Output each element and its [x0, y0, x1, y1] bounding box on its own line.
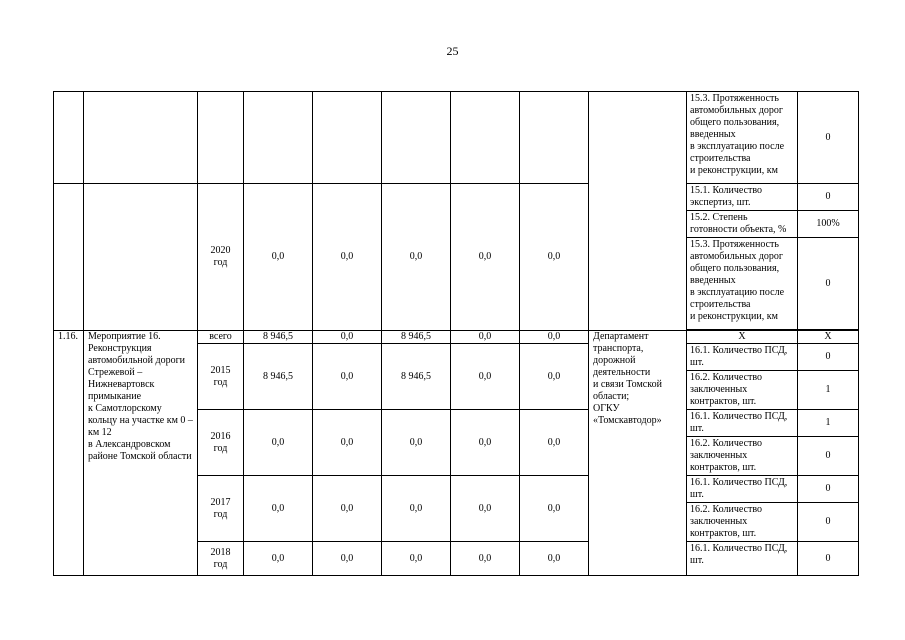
finance-cell: 0,0	[244, 542, 313, 576]
value-cell: 100%	[798, 211, 859, 238]
indicator-cell: 16.2. Количество заключенных контрактов, шт.	[687, 437, 798, 476]
finance-cell: 0,0	[451, 344, 520, 410]
item-number: 1.16.	[54, 331, 84, 576]
indicator-cell: 16.1. Количество ПСД, шт.	[687, 542, 798, 576]
finance-cell: 0,0	[520, 410, 589, 476]
num-cell	[54, 92, 84, 184]
finance-cell: 8 946,5	[382, 344, 451, 410]
table-row	[54, 331, 859, 344]
indicator-cell: 15.2. Степень готовности объекта, %	[687, 211, 798, 238]
finance-cell: 0,0	[382, 542, 451, 576]
executor-cell	[589, 92, 687, 331]
finance-cell: 0,0	[382, 410, 451, 476]
table-row	[54, 184, 859, 211]
finance-cell: 8 946,5	[244, 331, 313, 344]
indicator-cell: 16.1. Количество ПСД, шт.	[687, 344, 798, 371]
finance-cell: 0,0	[520, 184, 589, 331]
value-cell: 0	[798, 542, 859, 576]
finance-cell: 0,0	[382, 476, 451, 542]
executor-cell: Департамент транспорта, дорожной деятельности и связи Томской области; ОГКУ «Томскавтодор»	[589, 331, 687, 576]
indicator-cell: Х	[687, 331, 798, 344]
value-cell: 0	[798, 184, 859, 211]
year-cell: 2017 год	[198, 476, 244, 542]
finance-cell: 0,0	[244, 476, 313, 542]
year-cell	[198, 92, 244, 184]
value-cell: 1	[798, 371, 859, 410]
year-cell: всего	[198, 331, 244, 344]
indicator-cell: 16.1. Количество ПСД, шт.	[687, 410, 798, 437]
name-cell	[84, 92, 198, 184]
finance-cell: 8 946,5	[382, 331, 451, 344]
indicator-cell: 15.3. Протяженность автомобильных дорог общего пользования, введенных в эксплуатацию после строительства и реконструкции, км	[687, 238, 798, 330]
program-table	[53, 91, 859, 576]
value-cell: 0	[798, 238, 859, 330]
finance-cell: 0,0	[313, 542, 382, 576]
finance-cell: 0,0	[313, 331, 382, 344]
finance-cell: 0,0	[313, 410, 382, 476]
item-name: Мероприятие 16. Реконструкция автомобильной дороги Стрежевой – Нижневартовск примыкание к Самотлорскому кольцу на участке км 0 – км 12 в Александровском районе Томской области	[84, 331, 198, 576]
indicator-cell: 16.2. Количество заключенных контрактов, шт.	[687, 503, 798, 542]
value-cell: 0	[798, 344, 859, 371]
value-cell: 0	[798, 476, 859, 503]
finance-cell: 0,0	[451, 410, 520, 476]
finance-cell: 0,0	[313, 184, 382, 331]
page-number: 25	[446, 44, 459, 58]
finance-cell: 0,0	[520, 476, 589, 542]
value-cell: Х	[798, 331, 859, 344]
finance-cell: 0,0	[451, 184, 520, 331]
finance-cell: 0,0	[451, 476, 520, 542]
finance-cell: 0,0	[244, 410, 313, 476]
finance-cell: 0,0	[520, 344, 589, 410]
value-cell: 0	[798, 503, 859, 542]
value-cell: 1	[798, 410, 859, 437]
year-cell: 2015 год	[198, 344, 244, 410]
year-cell: 2020 год	[198, 184, 244, 331]
finance-cell: 0,0	[520, 542, 589, 576]
finance-cell: 0,0	[313, 476, 382, 542]
finance-cell: 0,0	[451, 542, 520, 576]
indicator-cell: 15.1. Количество экспертиз, шт.	[687, 184, 798, 211]
finance-cell: 0,0	[520, 331, 589, 344]
finance-cell: 0,0	[451, 331, 520, 344]
finance-cell: 0,0	[244, 184, 313, 331]
finance-cell: 0,0	[313, 344, 382, 410]
finance-cell: 0,0	[382, 184, 451, 331]
indicator-cell: 16.2. Количество заключенных контрактов, шт.	[687, 371, 798, 410]
year-cell: 2016 год	[198, 410, 244, 476]
value-cell: 0	[798, 437, 859, 476]
table-row	[54, 92, 859, 184]
year-cell: 2018 год	[198, 542, 244, 576]
value-cell: 0	[798, 92, 859, 184]
indicator-cell: 15.3. Протяженность автомобильных дорог общего пользования, введенных в эксплуатацию после строительства и реконструкции, км	[687, 92, 798, 184]
indicator-cell: 16.1. Количество ПСД, шт.	[687, 476, 798, 503]
finance-cell: 8 946,5	[244, 344, 313, 410]
